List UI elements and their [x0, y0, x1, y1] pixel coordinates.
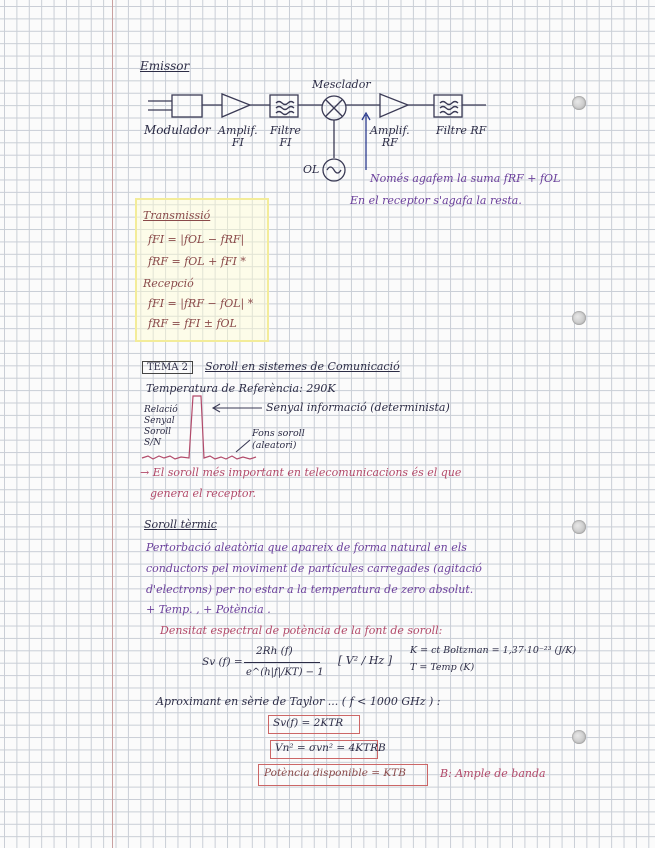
formula: Potència disponible = KTB	[264, 767, 406, 779]
boltzmann-def: K = ct Boltzman = 1,37·10⁻²³ (J/K)	[410, 645, 577, 656]
definition-line: d'electrons) per no estar a la temperatura de zero absolut.	[146, 583, 474, 596]
definition-line: Pertorbació aleatòria que apareix de forma natural en els	[146, 541, 467, 554]
mixer-note-line1: Només agafem la suma fRF + fOL	[370, 172, 561, 185]
formula: Vn² = σvn² = 4KTRB	[275, 742, 386, 754]
recepcio-label: Recepció	[143, 277, 194, 290]
amp-rf-block	[380, 94, 408, 117]
noise-floor-label: Fons soroll (aleatori)	[252, 428, 305, 451]
equation: fFI = |fOL − fRF|	[148, 233, 245, 246]
fraction-numerator: 2Rh (f)	[256, 645, 293, 657]
section-title-soroll-termic: Soroll tèrmic	[144, 518, 217, 531]
ol-label: OL	[303, 163, 320, 176]
fraction-denominator: e^(h|f|/KT) − 1	[246, 667, 324, 678]
oscillator-block	[323, 159, 345, 181]
section-title-emissor: Emissor	[140, 59, 190, 73]
mixer-label: Mesclador	[312, 78, 371, 91]
modulator-label: Modulador	[144, 123, 211, 137]
filter-fi-label: Filtre FI	[270, 124, 301, 150]
temperature-def: T = Temp (K)	[410, 662, 475, 673]
mixer-block	[322, 96, 346, 120]
bandwidth-note: B: Ample de banda	[440, 767, 546, 780]
noise-note-line2: genera el receptor.	[150, 487, 257, 500]
filter-rf-label: Filtre RF	[436, 124, 487, 137]
reference-temperature: Temperatura de Referència: 290K	[146, 382, 336, 395]
equation: fRF = fFI ± fOL	[148, 317, 237, 330]
modulator-block	[172, 95, 202, 117]
filter-rf-block	[434, 95, 462, 117]
units: [ V² / Hz ]	[338, 654, 393, 667]
amp-fi-label: Amplif. FI	[218, 124, 258, 150]
transmissio-label: Transmissió	[143, 209, 211, 222]
tema-title: Soroll en sistemes de Comunicació	[205, 360, 400, 373]
sn-axis-label: Relació Senyal Soroll S/N	[144, 405, 178, 448]
equation: fRF = fOL + fFI *	[148, 255, 246, 268]
amp-fi-block	[222, 94, 250, 117]
noise-note-line1: → El soroll més important en telecomunicacions és el que	[140, 466, 462, 479]
binder-hole	[572, 520, 586, 534]
density-title: Densitat espectral de potència de la font de soroll:	[160, 624, 443, 637]
definition-line: conductors pel moviment de partícules carregades (agitació	[146, 562, 482, 575]
margin-line	[112, 0, 113, 848]
sv-left: Sv (f) =	[202, 656, 243, 668]
fraction-bar	[244, 662, 320, 663]
equation: fFI = |fRF − fOL| *	[148, 297, 254, 310]
definition-line: + Temp. , + Potència .	[146, 603, 271, 616]
signal-label: Senyal informació (determinista)	[266, 401, 450, 414]
taylor-note: Aproximant en sèrie de Taylor ... ( f < 1000 GHz ) :	[156, 695, 441, 708]
tema-tag: TEMA 2	[142, 361, 193, 374]
binder-hole	[572, 311, 586, 325]
mixer-note-line2: En el receptor s'agafa la resta.	[350, 194, 522, 207]
amp-rf-label: Amplif. RF	[370, 124, 410, 150]
filter-fi-block	[270, 95, 298, 117]
binder-hole	[572, 730, 586, 744]
binder-hole	[572, 96, 586, 110]
formula: Sv(f) = 2KTR	[273, 717, 344, 729]
